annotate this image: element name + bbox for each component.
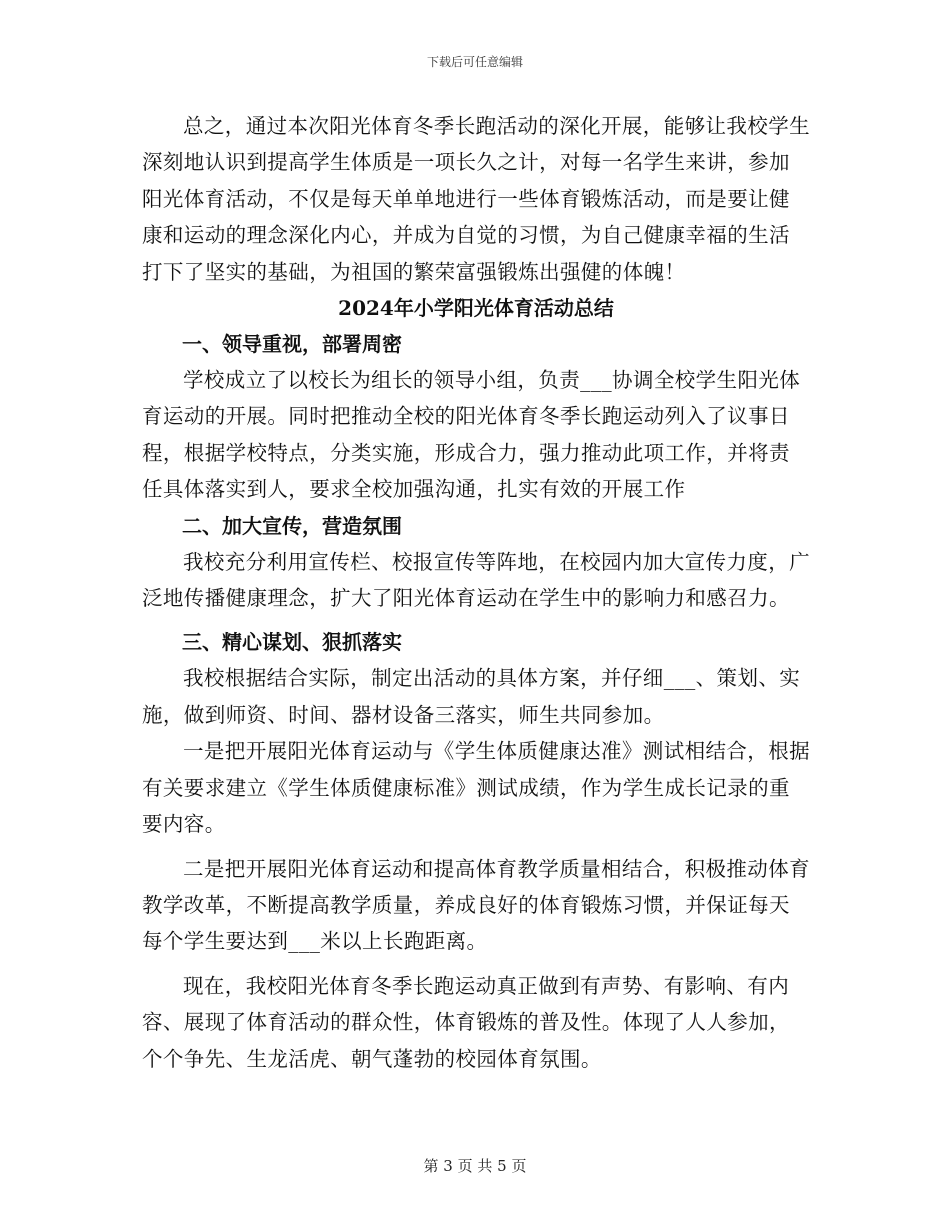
section-1-paragraph: 学校成立了以校长为组长的领导小组，负责___协调全校学生阳光体育运动的开展。同时把推动全校的阳光体育冬季长跑运动列入了议事日程，根据学校特点，分类实施，形成合力，强力推动此项工作，并将责任具体落实到人，要求全校加强沟通，扎实有效的开展工作 [142, 368, 801, 502]
intro-paragraph: 总之，通过本次阳光体育冬季长跑活动的深化开展，能够让我校学生深刻地认识到提高学生体质是一项长久之计，对每一名学生来讲，参加阳光体育活动，不仅是每天单单地进行一些体育锻炼活动，而是要让健康和运动的理念深化内心，并成为自觉的习惯，为自己健康幸福的生活打下了坚实的基础，为祖国的繁荣富强锻炼出强健的体魄！ [142, 114, 810, 284]
section-3-paragraph-2: 一是把开展阳光体育运动与《学生体质健康达准》测试相结合，根据有关要求建立《学生体质健康标准》测试成绩，作为学生成长记录的重要内容。 [142, 739, 810, 837]
page-content [142, 108, 810, 1077]
header-note: 下载后可任意编辑 [426, 55, 523, 69]
section-3-paragraph-4: 现在，我校阳光体育冬季长跑运动真正做到有声势、有影响、有内容、展现了体育活动的群众性，体育锻炼的普及性。体现了人人参加，个个争先、生龙活虎、朝气蓬勃的校园体育氛围。 [142, 973, 790, 1071]
section-3-paragraph-3: 二是把开展阳光体育运动和提高体育教学质量相结合，积极推动体育教学改革，不断提高教学质量，养成良好的体育锻炼习惯，并保证每天每个学生要达到___米以上长跑距离。 [142, 856, 810, 954]
section-2-heading: 二、加大宣传，营造氛围 [182, 513, 402, 538]
document-title: 2024年小学阳光体育活动总结 [338, 296, 614, 321]
section-3-paragraph-1: 我校根据结合实际，制定出活动的具体方案，并仔细___、策划、实施，做到师资、时间、器材设备三落实，师生共同参加。 [142, 666, 801, 727]
section-2-paragraph: 我校充分利用宣传栏、校报宣传等阵地，在校园内加大宣传力度，广泛地传播健康理念，扩大了阳光体育运动在学生中的影响力和感召力。 [142, 549, 810, 611]
section-3-heading: 三、精心谋划、狠抓落实 [182, 630, 402, 655]
page-number: 第 3 页 共 5 页 [423, 1157, 527, 1175]
section-1-heading: 一、领导重视，部署周密 [182, 332, 402, 357]
